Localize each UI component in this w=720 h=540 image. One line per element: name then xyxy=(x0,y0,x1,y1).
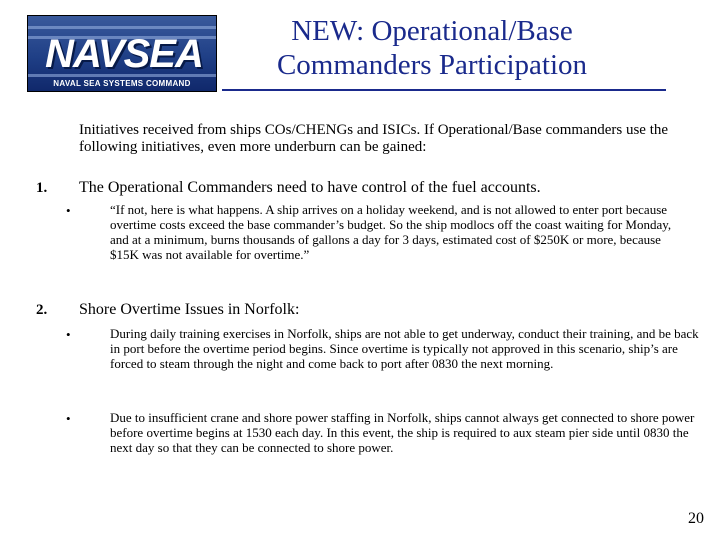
intro-paragraph: Initiatives received from ships COs/CHENGs and ISICs. If Operational/Base commanders use the following initiatives, even more underburn can be gained: xyxy=(79,122,669,155)
section-1-bullet-1: “If not, here is what happens. A ship arrives on a holiday weekend, and is not allowed to enter port because overtime costs exceed the base commander’s budget. So the ship modlocs off the coast waiting for Monday, and at a minimum, burns thousands of gallons a day for 3 days, estimated cost of $250K or more, because $15K was not available for overtime.” xyxy=(110,202,672,262)
section-1-number: 1. xyxy=(36,180,48,196)
bullet-marker: • xyxy=(66,203,71,218)
section-1-heading: The Operational Commanders need to have control of the fuel accounts. xyxy=(79,179,541,196)
section-2-heading: Shore Overtime Issues in Norfolk: xyxy=(79,301,300,318)
logo-wordmark: NAVSEA xyxy=(45,32,203,76)
logo-tagline: NAVAL SEA SYSTEMS COMMAND xyxy=(53,79,191,88)
bullet-marker: • xyxy=(66,411,71,426)
bullet-marker: • xyxy=(66,327,71,342)
title-line-1: NEW: Operational/Base xyxy=(291,15,573,47)
section-2-bullet-2: Due to insufficient crane and shore power staffing in Norfolk, ships cannot always get connected to shore power before overtime begins at 1530 each day. In this event, the ship is required to aux steam pier side until 0830 the next day so that they can be connected to shore power. xyxy=(110,410,695,455)
page-title xyxy=(232,14,632,82)
section-2-number: 2. xyxy=(36,302,48,318)
title-underline xyxy=(222,89,666,91)
section-2-bullet-1: During daily training exercises in Norfolk, ships are not able to get underway, conduct their training, and be back in port before the overtime period begins. Since overtime is typically not approved in this scenario, ship’s are forced to steam through the night and come back to port after 0830 the next morning. xyxy=(110,326,699,371)
title-line-2: Commanders Participation xyxy=(276,49,588,81)
navsea-logo xyxy=(27,15,217,92)
page-number: 20 xyxy=(688,510,704,527)
